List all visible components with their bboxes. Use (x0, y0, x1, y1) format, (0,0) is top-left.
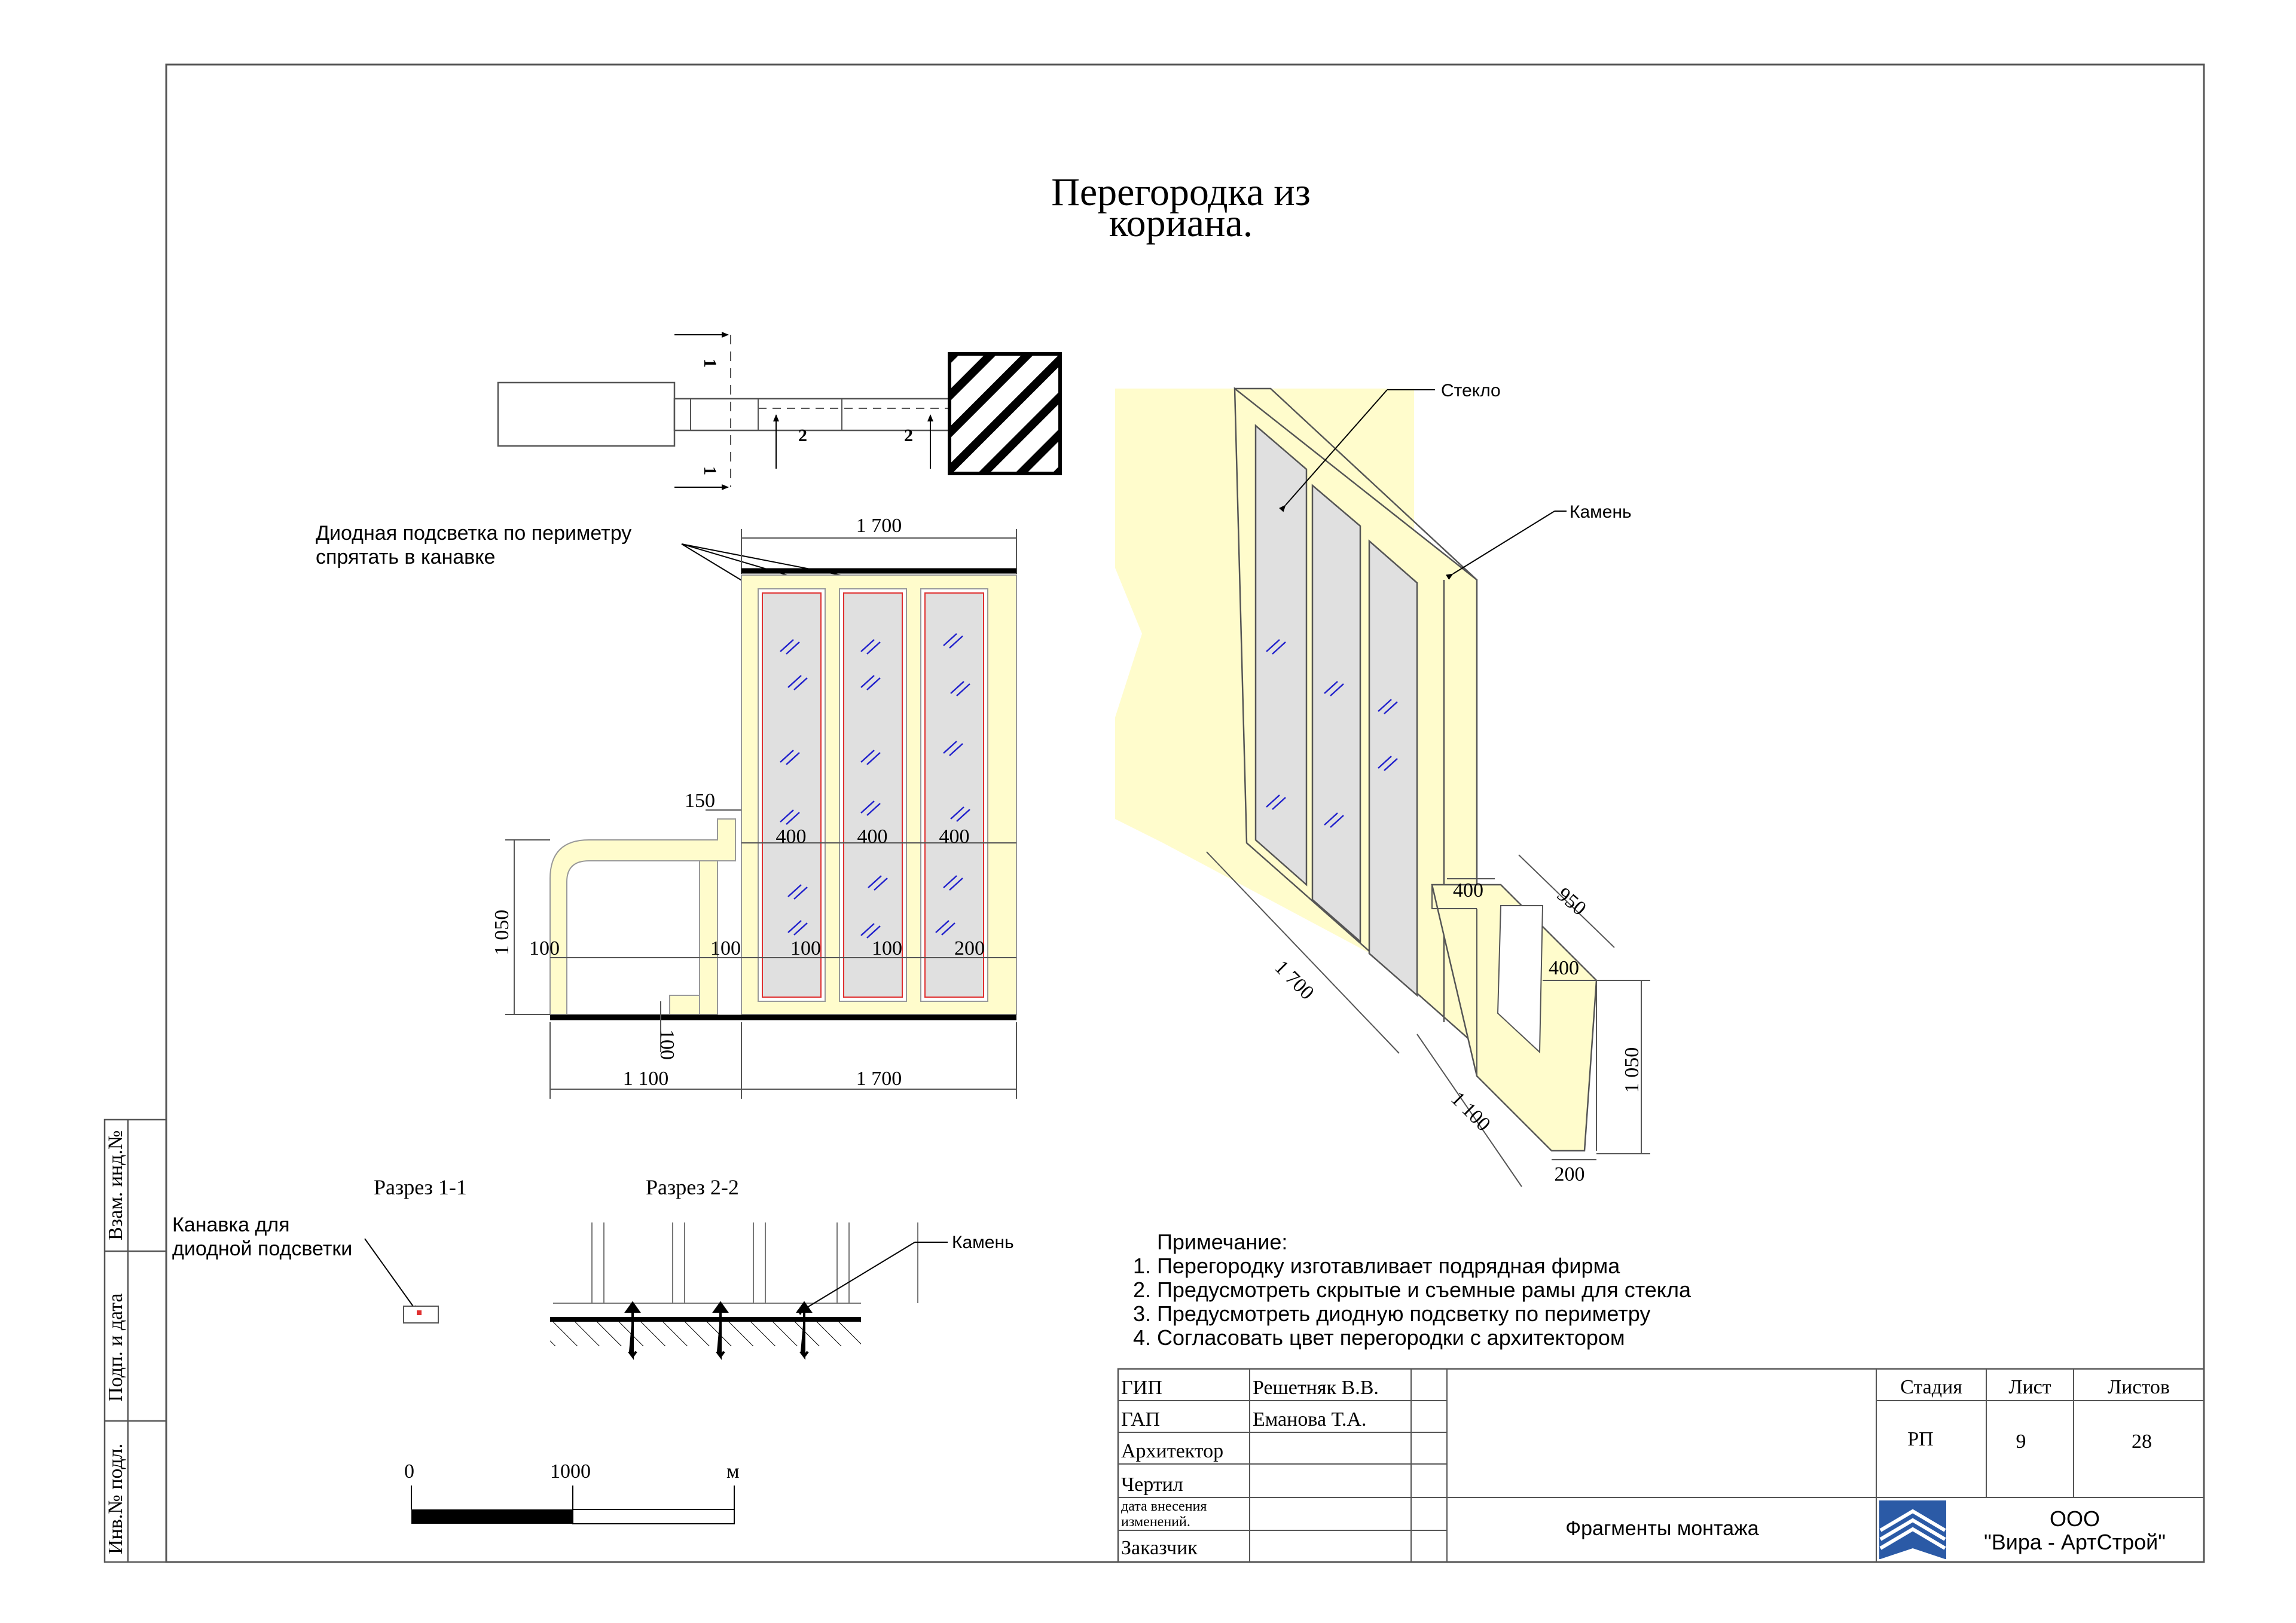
note-3: 3. Предусмотреть диодную подсветку по периметру (1133, 1301, 1651, 1326)
tb-role-gap: ГАП (1121, 1408, 1161, 1431)
front-dim-1050: 1 050 (491, 909, 513, 956)
scale-unit: м (726, 1460, 740, 1483)
tb-drawing-name: Фрагменты монтажа (1565, 1517, 1759, 1540)
note-4: 4. Согласовать цвет перегородки с архитектором (1133, 1325, 1625, 1350)
iso-dim-950: 950 (1552, 883, 1590, 920)
column-wall (949, 354, 1060, 473)
iso-glass-1 (1256, 426, 1306, 885)
tb-role-gip: ГИП (1121, 1377, 1162, 1399)
iso-stone-label: Камень (1570, 502, 1632, 522)
front-elevation (316, 515, 1016, 1099)
tb-stage-value: РП (1907, 1428, 1934, 1450)
scale-thousand: 1000 (550, 1460, 591, 1483)
tb-name-gip: Решетняк В.В. (1253, 1377, 1379, 1399)
iso-glass-label: Стекло (1441, 381, 1501, 401)
front-dim-bottom-1: 100 (529, 937, 560, 959)
notes (1133, 1230, 1692, 1350)
section-2-2-title: Разрез 2-2 (646, 1175, 739, 1199)
front-dim-bottom-3: 100 (790, 937, 821, 959)
groove-label-line1: Канавка для (172, 1214, 290, 1236)
scale-zero: 0 (404, 1460, 414, 1483)
plan-section1-top: 1 (700, 359, 720, 368)
section-2-2-drawing (550, 1222, 1014, 1356)
front-dim-1700-bottom: 1 700 (856, 1068, 902, 1090)
groove-label-line2: диодной подсветки (172, 1237, 353, 1260)
iso-dim-1700: 1 700 (1270, 956, 1318, 1004)
tb-sheet-header: Лист (2008, 1376, 2051, 1398)
plan-section1-bottom: 1 (700, 466, 720, 475)
stamp-vzam: Взам. инд.№ (105, 1130, 127, 1240)
scale-bar (404, 1460, 740, 1524)
front-dim-bottom-5: 200 (954, 937, 985, 959)
led-note-line2: спрятать в канавке (316, 546, 496, 568)
company-logo (1879, 1500, 1946, 1559)
front-dim-400-3: 400 (939, 826, 970, 848)
note-1: 1. Перегородку изготавливает подрядная фирма (1133, 1254, 1620, 1278)
front-dim-400-2: 400 (857, 826, 888, 848)
iso-dim-1100: 1 100 (1446, 1087, 1495, 1136)
iso-dim-200: 200 (1554, 1163, 1585, 1185)
tb-role-change-date: дата внесения (1121, 1499, 1207, 1514)
front-dim-100-vertical: 100 (656, 1029, 678, 1060)
side-stamp (105, 1120, 166, 1562)
front-dim-bottom-2: 100 (710, 937, 741, 959)
note-2: 2. Предусмотреть скрытые и съемные рамы для стекла (1133, 1277, 1691, 1302)
bench-opening (567, 861, 700, 1014)
front-dim-bottom-4: 100 (872, 937, 902, 959)
tb-company-line2: "Вира - АртСтрой" (1983, 1530, 2166, 1554)
front-dim-1100: 1 100 (622, 1068, 669, 1090)
tb-sheets-header: Листов (2108, 1376, 2170, 1398)
iso-glass-3 (1369, 541, 1417, 995)
tb-role-drawn: Чертил (1121, 1474, 1183, 1496)
plan-section2-left: 2 (798, 426, 807, 445)
plan-view (498, 335, 1060, 487)
iso-dim-400b: 400 (1549, 957, 1579, 979)
notes-heading: Примечание: (1157, 1230, 1288, 1254)
isometric-view (1115, 381, 1650, 1187)
front-dim-150: 150 (685, 790, 715, 812)
tb-role-architect: Архитектор (1121, 1440, 1224, 1462)
section-stone-label: Камень (952, 1233, 1014, 1252)
front-dim-top: 1 700 (856, 515, 902, 537)
drawing-title-line2: кориана. (1109, 201, 1253, 245)
tb-role-change-date2: изменений. (1121, 1514, 1190, 1530)
tb-sheet-value: 9 (2016, 1431, 2026, 1453)
title-block (1118, 1369, 2204, 1562)
plan-section2-right: 2 (904, 426, 913, 445)
sections (172, 1175, 1014, 1356)
iso-glass-2 (1312, 485, 1360, 942)
iso-dim-1050: 1 050 (1621, 1047, 1643, 1093)
iso-dim-400a: 400 (1453, 879, 1483, 901)
section-1-1-title: Разрез 1-1 (374, 1175, 467, 1199)
stamp-podp: Подп. и дата (105, 1293, 127, 1402)
tb-stage-header: Стадия (1900, 1376, 1962, 1398)
front-dim-400-1: 400 (775, 826, 807, 848)
tb-sheets-value: 28 (2132, 1431, 2152, 1453)
tb-name-gap: Еманова Т.А. (1253, 1408, 1367, 1431)
tb-role-customer: Заказчик (1121, 1537, 1198, 1559)
tb-company-line1: ООО (2049, 1506, 2100, 1531)
stamp-inv: Инв.№ подл. (105, 1443, 127, 1554)
led-note-line1: Диодная подсветка по периметру (316, 522, 632, 545)
drawing-title-line1: Перегородка из (1051, 170, 1311, 214)
